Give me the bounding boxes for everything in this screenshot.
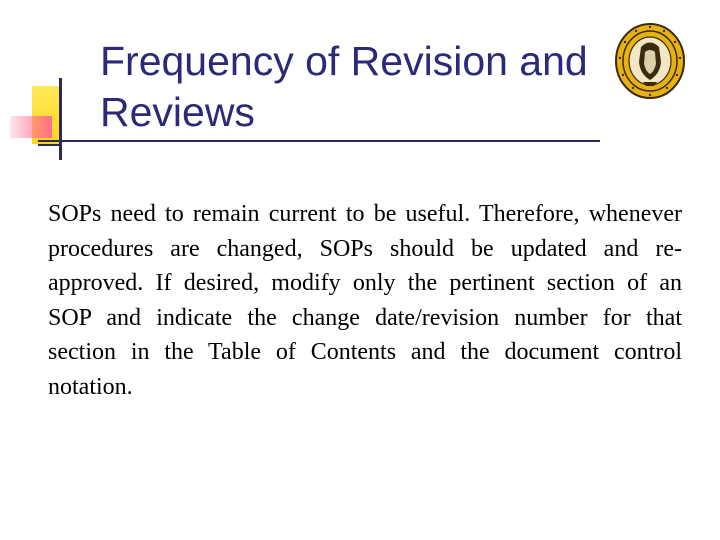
title-underline: [38, 140, 600, 142]
slide-title-line-2: Reviews: [100, 89, 255, 135]
decorative-vertical-line: [59, 78, 62, 160]
slide-title-line-1: Frequency of Revision and: [100, 38, 588, 84]
slide-title: [100, 36, 620, 138]
university-seal-icon: [614, 22, 686, 100]
decorative-red-bar: [10, 116, 52, 138]
slide-body-text: SOPs need to remain current to be useful. Therefore, whenever procedures are changed, SOPs should be updated and re-approved. If desired, modify only the pertinent section of an SOP and indicate the change date/revision number for that section in the Table of Contents and the document control notation.: [48, 201, 682, 400]
decorative-short-line: [38, 144, 60, 146]
